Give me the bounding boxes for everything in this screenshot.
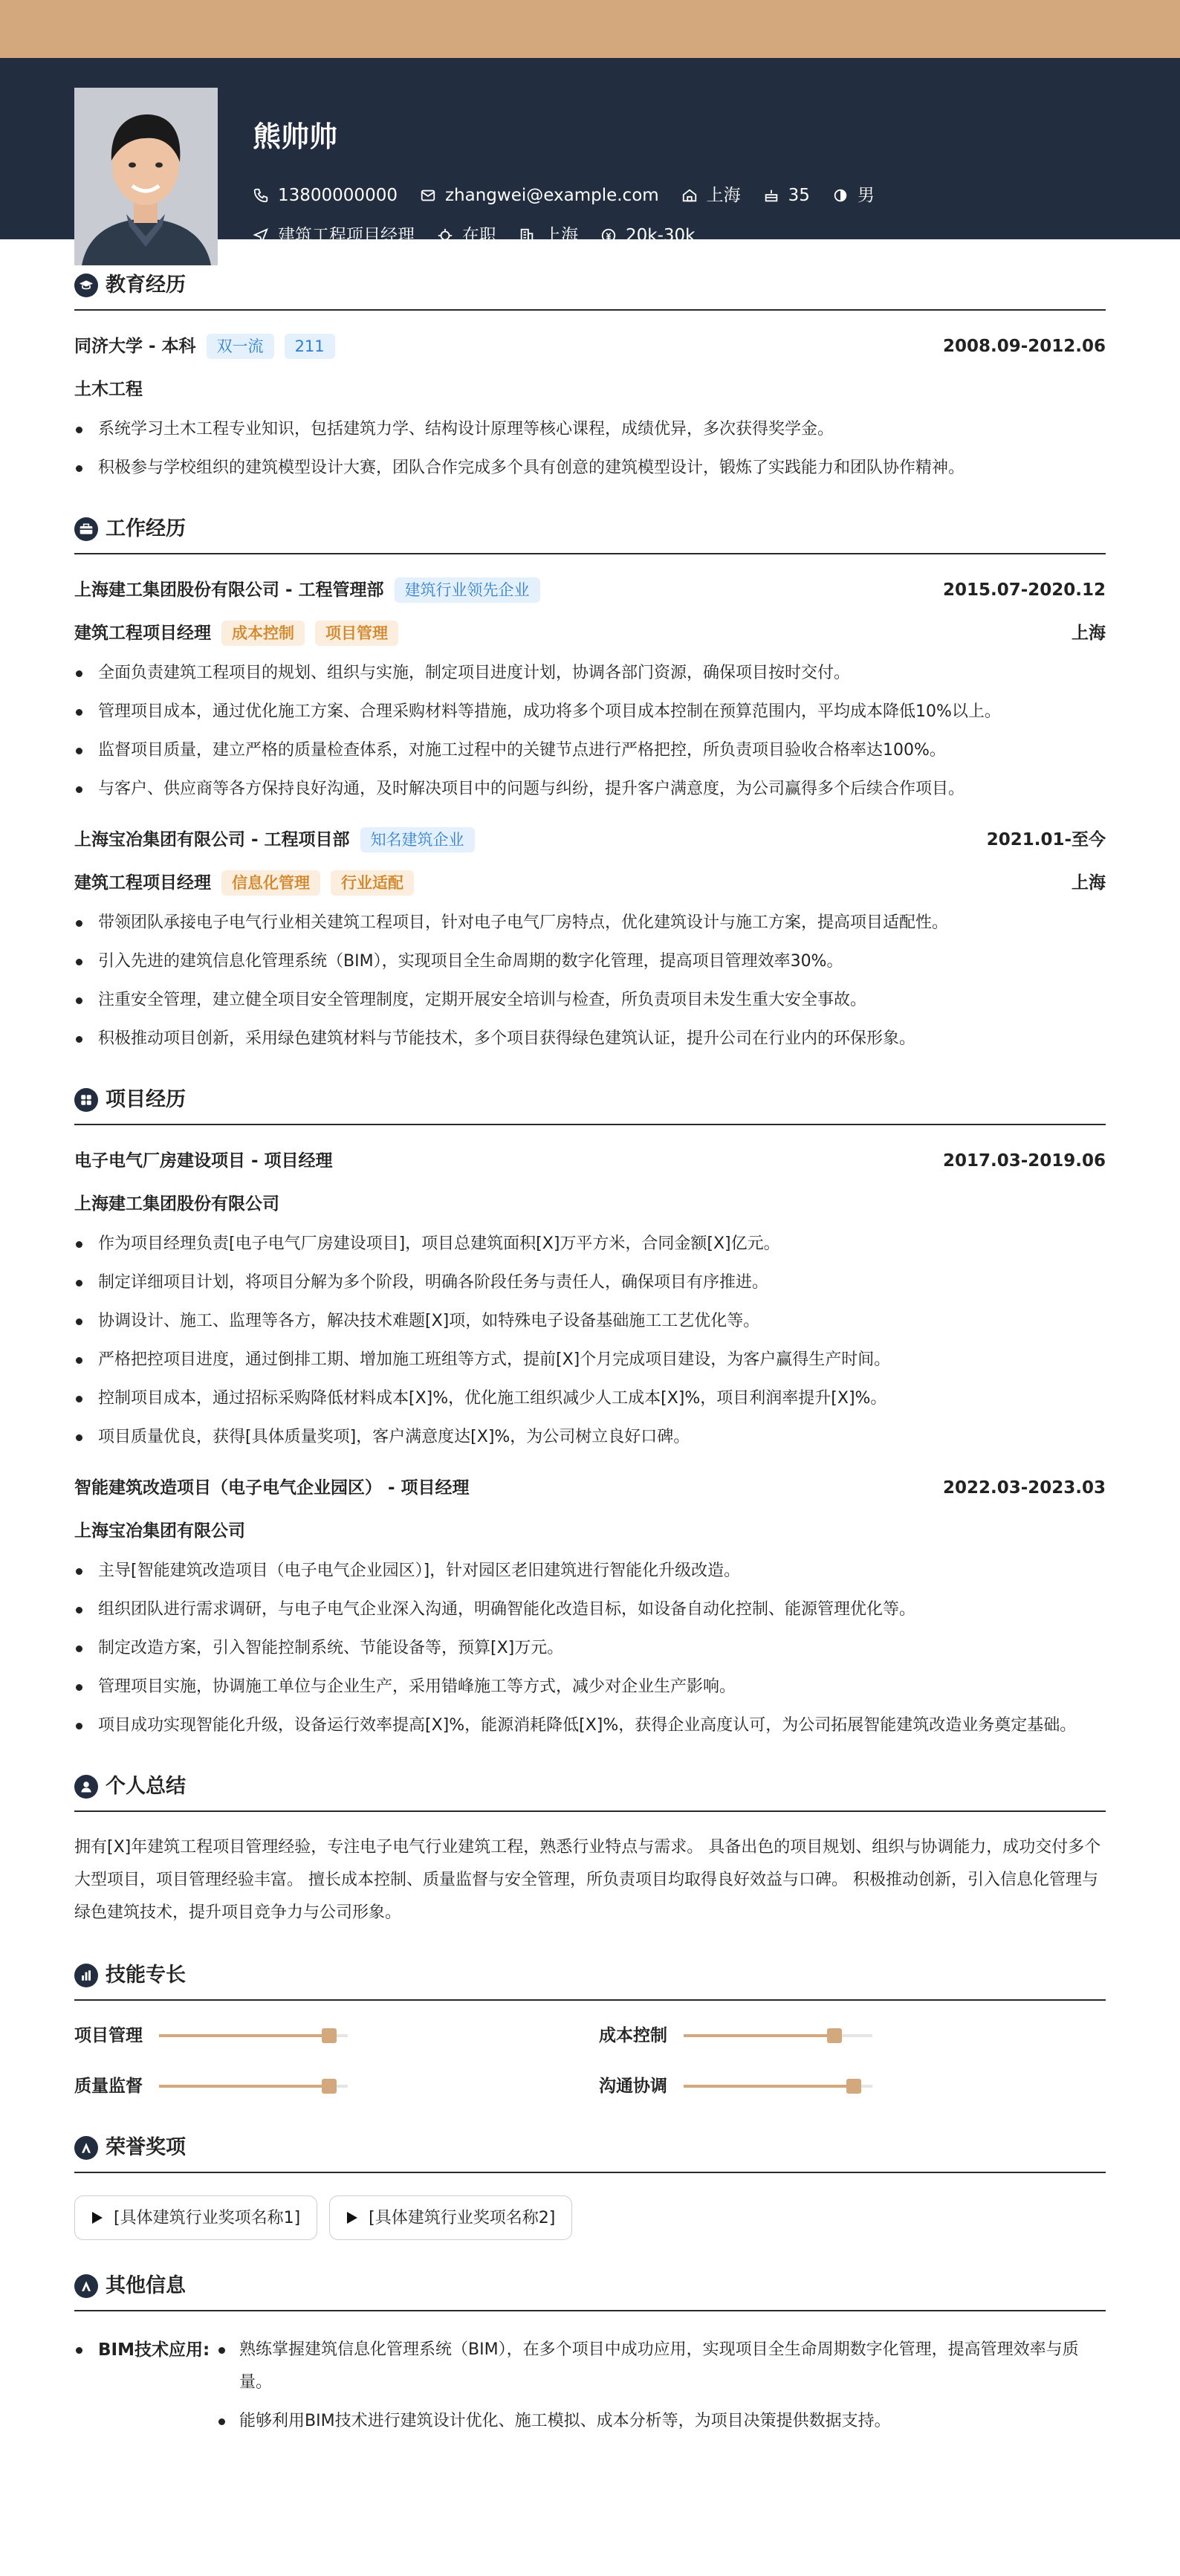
job-date: 2021.01-至今: [986, 829, 1106, 850]
email-text: zhangwei@example.com: [444, 186, 659, 205]
list-item: 制定改造方案，引入智能控制系统、节能设备等，预算[X]万元。: [74, 1634, 1106, 1663]
skill-track: [684, 2085, 872, 2088]
skill-item: [74, 2020, 599, 2051]
list-item: 积极推动项目创新，采用绿色建筑材料与节能技术，多个项目获得绿色建筑认证，提升公司在行业内的环保形象。: [74, 1024, 1106, 1054]
skill-fill: [159, 2034, 329, 2037]
education-date: 2008.09-2012.06: [942, 336, 1106, 356]
skills-grid: [74, 2020, 1106, 2102]
list-item: 严格把控项目进度，通过倒排工期、增加施工班组等方式，提前[X]个月完成项目建设，为客户赢得生产时间。: [74, 1345, 1106, 1375]
company-tag: 建筑行业领先企业: [395, 577, 540, 603]
skill-track: [159, 2085, 348, 2088]
list-item: 组织团队进行需求调研，与电子电气企业深入沟通，明确智能化改造目标，如设备自动化控制、能源管理优化等。: [74, 1595, 1106, 1625]
list-item: 管理项目成本，通过优化施工方案、合理采购材料等措施，成功将多个项目成本控制在预算范围内，平均成本降低10%以上。: [74, 697, 1106, 727]
play-triangle-icon: [346, 2211, 358, 2224]
project-head: [74, 1473, 1106, 1503]
status-text: 在职: [462, 226, 496, 245]
project-org: 上海建工集团股份有限公司: [74, 1194, 279, 1214]
role-row: [74, 617, 1106, 650]
job-title-text: 建筑工程项目经理: [278, 226, 415, 245]
education-header: [74, 262, 1106, 311]
list-item: 控制项目成本，通过招标采购降低材料成本[X]%，优化施工组织减少人工成本[X]%，项目利润率提升[X]%。: [74, 1384, 1106, 1414]
role-name: 建筑工程项目经理: [74, 873, 211, 893]
list-item: 监督项目质量，建立严格的质量检查体系，对施工过程中的关键节点进行严格把控，所负责项目验收合格率达100%。: [74, 736, 1106, 766]
other-row: [74, 2334, 1106, 2438]
graduation-cap-icon: [74, 274, 98, 297]
other-header: [74, 2262, 1106, 2311]
skill-knob: [322, 2028, 337, 2043]
list-item: 带领团队承接电子电气行业相关建筑工程项目，针对电子电气厂房特点，优化建筑设计与施工方案，提高项目适配性。: [74, 908, 1106, 938]
header-accent-bar: [0, 0, 1180, 58]
project-bullets: [74, 1556, 1106, 1741]
user-icon: [74, 1775, 98, 1799]
awards-title: 荣誉奖项: [106, 2135, 186, 2159]
other-label: BIM技术应用:: [74, 2334, 215, 2438]
role-row: [74, 867, 1106, 899]
job-city: 上海: [1072, 623, 1106, 643]
email-item: [420, 183, 659, 209]
education-entry-head: [74, 331, 1106, 361]
list-item: 作为项目经理负责[电子电气厂房建设项目]，项目总建筑面积[X]万平方米，合同金额[X]亿元。: [74, 1229, 1106, 1259]
project-entry: [74, 1473, 1106, 1741]
phone-icon: [253, 187, 269, 204]
award-item: [74, 2195, 317, 2240]
skill-track: [684, 2034, 872, 2037]
header: [0, 58, 1180, 245]
award-item: [329, 2195, 572, 2240]
work-header: [74, 505, 1106, 554]
grid-icon: [74, 1088, 98, 1112]
project-name: 智能建筑改造项目（电子电气企业园区） - 项目经理: [74, 1478, 470, 1498]
skill-fill: [684, 2034, 834, 2037]
list-item: 注重安全管理，建立健全项目安全管理制度，定期开展安全培训与检查，所负责项目未发生重大安全事故。: [74, 986, 1106, 1015]
job-city: 上海: [1072, 873, 1106, 893]
company-name: 上海建工集团股份有限公司 - 工程管理部: [74, 580, 384, 600]
work-title: 工作经历: [106, 517, 186, 540]
other-content: [74, 2334, 1106, 2438]
school-tag: 211: [285, 334, 335, 359]
skill-label: 项目管理: [74, 2025, 143, 2045]
target-city-text: 上海: [544, 226, 578, 245]
skill-item: [599, 2020, 1106, 2051]
company-tag: 知名建筑企业: [360, 827, 475, 852]
project-date: 2017.03-2019.06: [942, 1151, 1106, 1171]
job-entry: [74, 575, 1106, 804]
school-name: 同济大学 - 本科: [74, 336, 196, 356]
job-bullets: [74, 908, 1106, 1054]
list-item: 引入先进的建筑信息化管理系统（BIM），实现项目全生命周期的数字化管理，提高项目管理效率30%。: [74, 947, 1106, 977]
projects-header: [74, 1076, 1106, 1125]
salary-text: 20k-30k: [626, 226, 696, 245]
skills-title: 技能专长: [106, 1963, 186, 1987]
education-bullets: [74, 415, 1106, 483]
list-item: 全面负责建筑工程项目的规划、组织与实施，制定项目进度计划，协调各部门资源，确保项目按时交付。: [74, 658, 1106, 688]
summary-title: 个人总结: [106, 1774, 186, 1798]
home-icon: [681, 187, 698, 204]
education-section: [74, 262, 1106, 483]
candidate-name: 熊帅帅: [253, 120, 338, 153]
email-icon: [420, 187, 436, 204]
role-tag: 成本控制: [221, 621, 305, 646]
education-entry: [74, 331, 1106, 483]
summary-text: 拥有[X]年建筑工程项目管理经验，专注电子电气行业建筑工程，熟悉行业特点与需求。 具备出色的项目规划、组织与协调能力，成功交付多个大型项目，项目管理经验丰富。 擅长成本控制、质量监督与安全管理，所负责项目均取得良好效益与口碑。 积极推动创新，引入信息化管理与绿色建筑技术，提升项目竞争力与公司形象。: [74, 1838, 1101, 1922]
gender-text: 男: [857, 186, 875, 205]
play-triangle-icon: [91, 2211, 103, 2224]
project-org-row: [74, 1188, 1106, 1220]
age-item: [763, 183, 810, 209]
list-item: 项目成功实现智能化升级，设备运行效率提高[X]%，能源消耗降低[X]%，获得企业高度认可，为公司拓展智能建筑改造业务奠定基础。: [74, 1711, 1106, 1741]
role-name: 建筑工程项目经理: [74, 623, 211, 643]
list-item: 系统学习土木工程专业知识，包括建筑力学、结构设计原理等核心课程，成绩优异，多次获得奖学金。: [74, 415, 1106, 444]
age-text: 35: [788, 186, 810, 205]
list-item: 熟练掌握建筑信息化管理系统（BIM），在多个项目中成功应用，实现项目全生命周期数字化管理，提高管理效率与质量。: [215, 2334, 1106, 2399]
other-list: [215, 2334, 1106, 2438]
award-text: [具体建筑行业奖项名称1]: [114, 2208, 301, 2227]
summary-header: [74, 1763, 1106, 1812]
project-name: 电子电气厂房建设项目 - 项目经理: [74, 1151, 333, 1171]
role-tag: 行业适配: [331, 870, 414, 896]
projects-title: 项目经历: [106, 1087, 186, 1111]
contact-row: [253, 183, 897, 209]
list-item: 主导[智能建筑改造项目（电子电气企业园区）]，针对园区老旧建筑进行智能化升级改造。: [74, 1556, 1106, 1586]
job-date: 2015.07-2020.12: [942, 580, 1106, 600]
awards-header: [74, 2124, 1106, 2173]
awards-section: [74, 2124, 1106, 2240]
skills-section: [74, 1952, 1106, 2102]
education-title: 教育经历: [106, 273, 186, 297]
list-item: 与客户、供应商等各方保持良好沟通，及时解决项目中的问题与纠纷，提升客户满意度，为公司赢得多个后续合作项目。: [74, 774, 1106, 804]
skill-knob: [322, 2079, 337, 2094]
award-icon: [74, 2136, 98, 2160]
role-tag: 信息化管理: [221, 870, 320, 896]
skill-label: 成本控制: [599, 2025, 667, 2045]
awards-list: [74, 2195, 1106, 2240]
list-item: 能够利用BIM技术进行建筑设计优化、施工模拟、成本分析等，为项目决策提供数据支持。: [215, 2405, 1106, 2438]
list-item: 协调设计、施工、监理等各方，解决技术难题[X]项，如特殊电子设备基础施工工艺优化等。: [74, 1307, 1106, 1336]
job-head: [74, 575, 1106, 605]
award-text: [具体建筑行业奖项名称2]: [369, 2208, 556, 2227]
list-item: 积极参与学校组织的建筑模型设计大赛，团队合作完成多个具有创意的建筑模型设计，锻炼了实践能力和团队协作精神。: [74, 453, 1106, 483]
cake-icon: [763, 187, 779, 204]
skill-track: [159, 2034, 348, 2037]
gender-icon: [832, 187, 849, 204]
role-tag: 项目管理: [315, 621, 398, 646]
project-bullets: [74, 1229, 1106, 1452]
project-org: 上海宝冶集团有限公司: [74, 1521, 245, 1541]
skill-label: 沟通协调: [599, 2076, 667, 2096]
skill-fill: [684, 2085, 854, 2088]
skill-knob: [846, 2079, 861, 2094]
phone-text: 13800000000: [278, 186, 398, 205]
other-section: [74, 2262, 1106, 2438]
list-item: 制定详细项目计划，将项目分解为多个阶段，明确各阶段任务与责任人，确保项目有序推进。: [74, 1268, 1106, 1298]
project-date: 2022.03-2023.03: [942, 1478, 1106, 1498]
gender-item: [832, 183, 875, 209]
summary-section: [74, 1763, 1106, 1929]
project-org-row: [74, 1515, 1106, 1547]
location-text: 上海: [706, 186, 741, 205]
job-bullets: [74, 658, 1106, 804]
bar-chart-icon: [74, 1964, 98, 1987]
project-head: [74, 1146, 1106, 1176]
location-item: [681, 183, 741, 209]
other-title: 其他信息: [106, 2274, 186, 2297]
company-name: 上海宝冶集团有限公司 - 工程项目部: [74, 829, 350, 850]
major-row: [74, 373, 1106, 406]
skills-header: [74, 1952, 1106, 2001]
projects-section: [74, 1076, 1106, 1741]
major-name: 土木工程: [74, 379, 143, 399]
skill-item: [599, 2071, 1106, 2102]
school-tag: 双一流: [207, 334, 274, 359]
list-item: 管理项目实施，协调施工单位与企业生产，采用错峰施工等方式，减少对企业生产影响。: [74, 1672, 1106, 1702]
skill-label: 质量监督: [74, 2076, 143, 2096]
briefcase-icon: [74, 517, 98, 541]
project-entry: [74, 1146, 1106, 1452]
skill-fill: [159, 2085, 329, 2088]
skill-knob: [827, 2028, 842, 2043]
list-item: 项目质量优良，获得[具体质量奖项]，客户满意度达[X]%，为公司树立良好口碑。: [74, 1423, 1106, 1452]
resume-content: [74, 239, 1106, 2438]
job-entry: [74, 825, 1106, 1054]
info-icon: [74, 2274, 98, 2298]
phone-item: [253, 183, 398, 209]
skill-item: [74, 2071, 599, 2102]
work-section: [74, 505, 1106, 1054]
job-head: [74, 825, 1106, 855]
